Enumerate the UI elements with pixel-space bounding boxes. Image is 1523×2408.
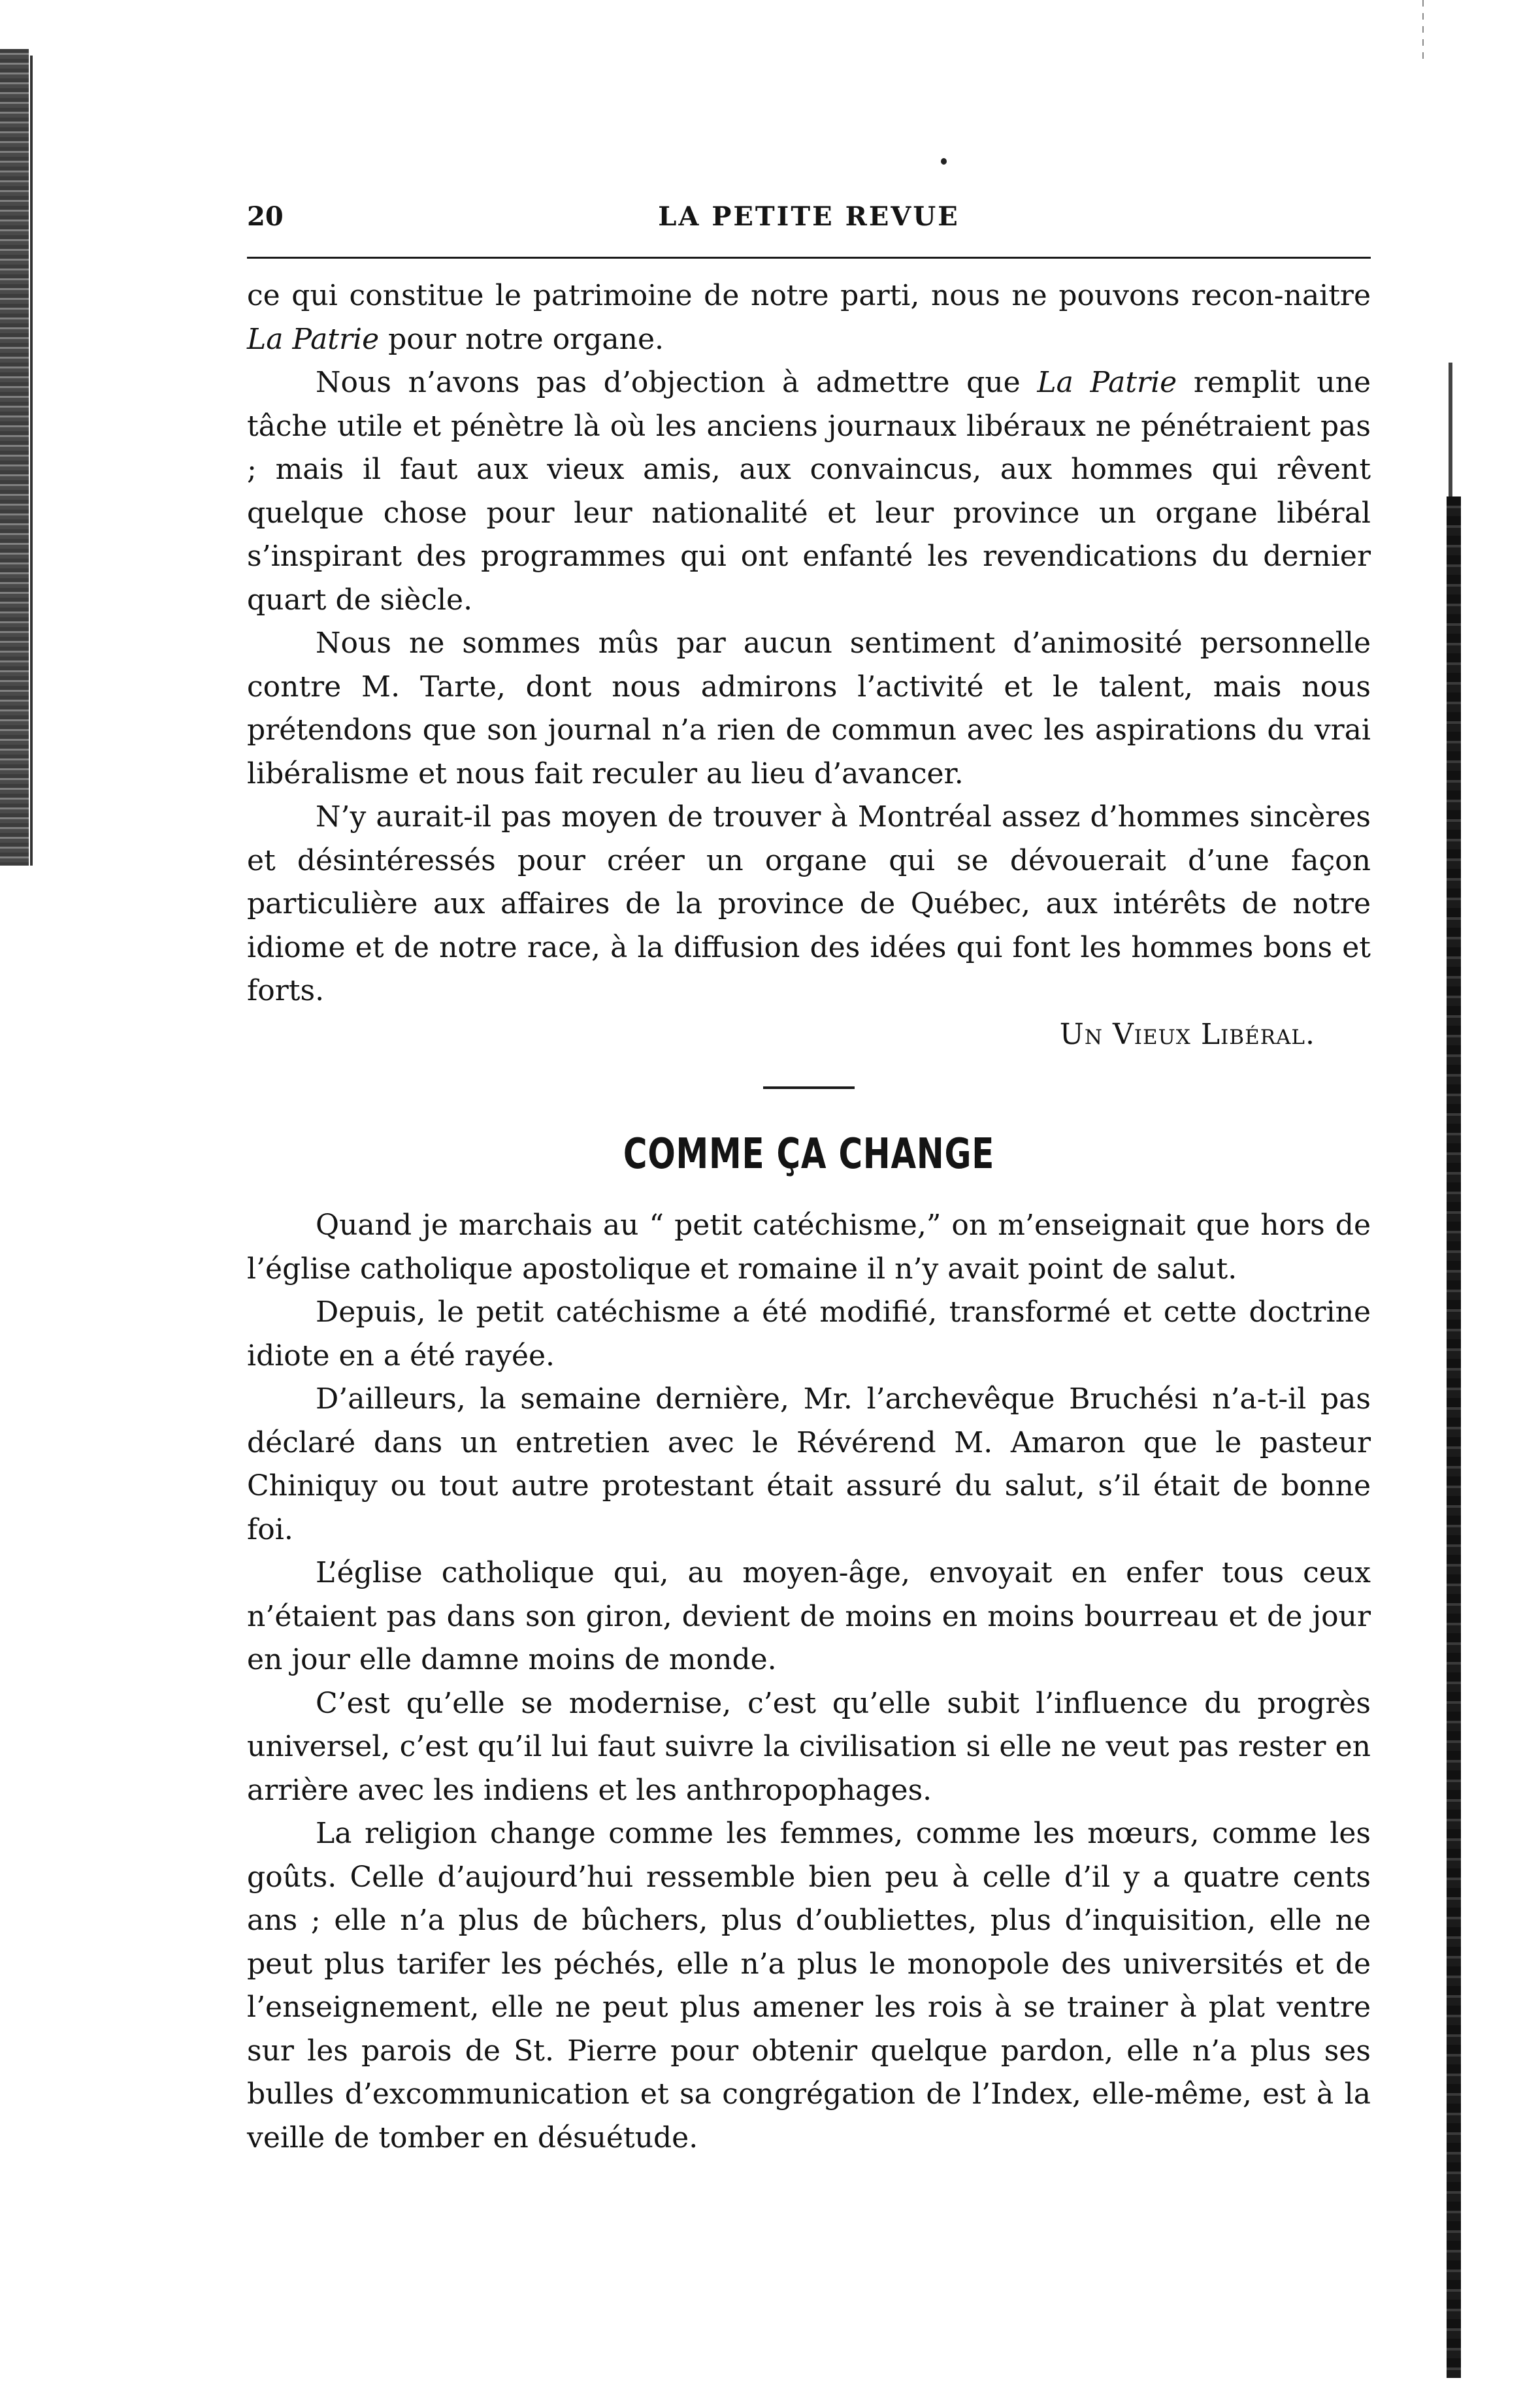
running-head	[247, 201, 1371, 240]
scan-edge-left-line	[30, 56, 33, 866]
scan-edge-right	[1447, 496, 1461, 2378]
article-paragraph: Quand je marchais au “ petit catéchisme,” on m’enseignait que hors de l’église catholique apostolique et romaine il n’y avait point de salut.	[247, 1209, 1371, 1286]
letter-paragraph: Nous ne sommes mûs par aucun sentiment d’animosité personnelle contre M. Tarte, dont nous admirons l’activité et le talent, mais nous prétendons que son journal n’a rien de commun avec les aspirations du vrai libéralisme et nous fait reculer au lieu d’avancer.	[247, 626, 1371, 790]
letter-signature: Un Vieux Libéral.	[1059, 1017, 1315, 1051]
article-paragraph: Depuis, le petit catéchisme a été modifié, transformé et cette doctrine idiote en a été rayée.	[247, 1295, 1371, 1373]
letter-text: ce qui constitue le patrimoine de notre parti, nous ne pouvons recon-naitre	[247, 279, 1371, 312]
letter-paragraph: N’y aurait-il pas moyen de trouver à Montréal assez d’hommes sincères et désintéressés pour créer un organe qui se dévouerait d’une façon particulière aux affaires de la province de Québec, aux intérêts de notre idiome et de notre race, à la diffusion des idées qui font les hommes bons et forts.	[247, 800, 1371, 1007]
article-paragraph: La religion change comme les femmes, comme les mœurs, comme les goûts. Celle d’aujourd’hui ressemble bien peu à celle d’il y a quatre cents ans ; elle n’a plus de bûchers, plus d’oubliettes, plus d’inquisition, elle ne peut plus tarifer les péchés, elle n’a plus le monopole des universités et de l’enseignement, elle ne peut plus amener les rois à se trainer à plat ventre sur les parois de St. Pierre pour obtenir quelque pardon, elle n’a plus ses bulles d’excommunication et sa congrégation de l’Index, elle-même, est à la veille de tomber en désuétude.	[247, 1817, 1371, 2155]
letter-text: pour notre organe.	[379, 322, 664, 356]
newspaper-name: La Patrie	[247, 322, 380, 356]
scan-edge-tick	[1422, 0, 1424, 59]
running-title: LA PETITE REVUE	[658, 201, 960, 232]
scan-edge-right-line	[1449, 363, 1452, 500]
article-paragraph: L’église catholique qui, au moyen-âge, envoyait en enfer tous ceux n’étaient pas dans son giron, devient de moins en moins bourreau et de jour en jour elle damne moins de monde.	[247, 1556, 1371, 1676]
newspaper-name: La Patrie	[1037, 366, 1177, 399]
letter-paragraph	[247, 274, 1371, 361]
letter-paragraph	[247, 361, 1371, 622]
scan-speck	[941, 158, 947, 165]
article-paragraph: C’est qu’elle se modernise, c’est qu’elle subit l’influence du progrès universel, c’est qu’il lui faut suivre la civilisation si elle ne veut pas rester en arrière avec les indiens et les anthropophages.	[247, 1686, 1371, 1807]
scan-edge-left	[0, 49, 29, 866]
page-number: 20	[247, 201, 284, 232]
page-body	[247, 274, 1371, 2160]
section-separator	[763, 1086, 855, 1089]
letter-text: Nous n’avons pas d’objection à admettre que	[316, 366, 1038, 399]
letter-text: remplit une tâche utile et pénètre là où les anciens journaux libéraux ne pénétraient pas ; mais il faut aux vieux amis, aux convaincus, aux hommes qui rêvent quelque chose pour leur nationalité et leur province un organe libéral s’inspirant des programmes qui ont enfanté les revendications du dernier quart de siècle.	[247, 366, 1371, 617]
article-paragraph: D’ailleurs, la semaine dernière, Mr. l’archevêque Bruchési n’a-t-il pas déclaré dans un entretien avec le Révérend M. Amaron que le pasteur Chiniquy ou tout autre protestant était assuré du salut, s’il était de bonne foi.	[247, 1382, 1371, 1546]
header-rule	[247, 257, 1371, 259]
article-title: COMME ÇA CHANGE	[623, 1130, 995, 1179]
